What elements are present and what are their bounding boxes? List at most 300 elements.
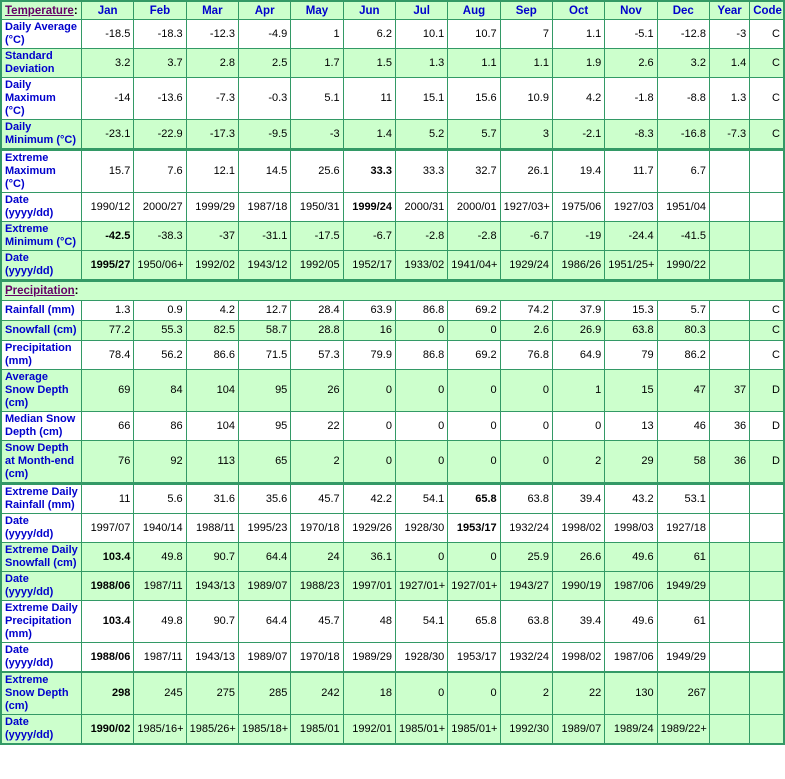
cell-value: 113 [186, 441, 238, 484]
cell-value: 1933/02 [395, 251, 447, 281]
cell-value: 1985/26+ [186, 715, 238, 745]
cell-value: -14 [82, 78, 134, 120]
cell-value: 1987/06 [605, 643, 657, 673]
table-row [1, 412, 784, 441]
cell-value: 103.4 [82, 543, 134, 572]
table-row [1, 370, 784, 412]
table-row [1, 78, 784, 120]
cell-value: 0.9 [134, 301, 186, 321]
cell-value: 130 [605, 672, 657, 715]
cell-value: 33.3 [395, 150, 447, 193]
cell-value: 11 [82, 484, 134, 514]
cell-value: 15.7 [82, 150, 134, 193]
cell-value: 84 [134, 370, 186, 412]
month-header-sep: Sep [500, 1, 552, 20]
cell-value: 26.1 [500, 150, 552, 193]
cell-value: 39.4 [552, 484, 604, 514]
cell-value: -2.8 [395, 222, 447, 251]
cell-value: 1992/01 [343, 715, 395, 745]
cell-value: 1989/07 [552, 715, 604, 745]
cell-value: 49.6 [605, 543, 657, 572]
cell-value: -3 [291, 120, 343, 150]
year-value: -3 [709, 20, 749, 49]
cell-value: 1932/24 [500, 514, 552, 543]
cell-value: 14.5 [238, 150, 290, 193]
cell-value: 7.6 [134, 150, 186, 193]
cell-value: -7.3 [186, 78, 238, 120]
cell-value: 1988/06 [82, 572, 134, 601]
row-label: Snow Depth at Month-end (cm) [1, 441, 82, 484]
cell-value: -24.4 [605, 222, 657, 251]
cell-value: 267 [657, 672, 709, 715]
cell-value: 13 [605, 412, 657, 441]
cell-value: 28.8 [291, 321, 343, 341]
precipitation-link[interactable]: Precipitation [5, 285, 75, 297]
row-label: Daily Minimum (°C) [1, 120, 82, 150]
cell-value: 1987/18 [238, 193, 290, 222]
table-row [1, 572, 784, 601]
row-label: Average Snow Depth (cm) [1, 370, 82, 412]
cell-value: 1.7 [291, 49, 343, 78]
cell-value: 0 [395, 412, 447, 441]
code-value [750, 222, 784, 251]
cell-value: 48 [343, 601, 395, 643]
cell-value: 69 [82, 370, 134, 412]
year-value [709, 643, 749, 673]
cell-value: 24 [291, 543, 343, 572]
code-value: C [750, 321, 784, 341]
cell-value: -19 [552, 222, 604, 251]
cell-value: 0 [448, 412, 500, 441]
cell-value: 103.4 [82, 601, 134, 643]
cell-value: -13.6 [134, 78, 186, 120]
cell-value: 64.4 [238, 601, 290, 643]
table-row [1, 441, 784, 484]
month-header-mar: Mar [186, 1, 238, 20]
code-value: C [750, 120, 784, 150]
cell-value: -1.8 [605, 78, 657, 120]
table-row [1, 150, 784, 193]
year-value: 36 [709, 412, 749, 441]
cell-value: 1992/05 [291, 251, 343, 281]
cell-value: 95 [238, 370, 290, 412]
precipitation-header-cell [1, 281, 784, 301]
cell-value: 1927/03 [605, 193, 657, 222]
cell-value: 1 [291, 20, 343, 49]
cell-value: 64.4 [238, 543, 290, 572]
month-header-apr: Apr [238, 1, 290, 20]
cell-value: 1943/12 [238, 251, 290, 281]
cell-value: 15.6 [448, 78, 500, 120]
cell-value: 1.1 [552, 20, 604, 49]
table-row [1, 193, 784, 222]
cell-value: 242 [291, 672, 343, 715]
table-row [1, 715, 784, 745]
cell-value: -6.7 [343, 222, 395, 251]
cell-value: 7 [500, 20, 552, 49]
cell-value: -16.8 [657, 120, 709, 150]
cell-value: 2000/31 [395, 193, 447, 222]
month-header-nov: Nov [605, 1, 657, 20]
cell-value: 79 [605, 341, 657, 370]
cell-value: 69.2 [448, 341, 500, 370]
cell-value: 1.5 [343, 49, 395, 78]
cell-value: 54.1 [395, 484, 447, 514]
year-value [709, 150, 749, 193]
cell-value: 82.5 [186, 321, 238, 341]
cell-value: 47 [657, 370, 709, 412]
year-value [709, 715, 749, 745]
code-value [750, 543, 784, 572]
cell-value: 1929/26 [343, 514, 395, 543]
cell-value: 2 [552, 441, 604, 484]
cell-value: 1988/06 [82, 643, 134, 673]
cell-value: 32.7 [448, 150, 500, 193]
cell-value: 0 [343, 441, 395, 484]
cell-value: 4.2 [186, 301, 238, 321]
cell-value: 1943/27 [500, 572, 552, 601]
cell-value: -17.5 [291, 222, 343, 251]
month-header-oct: Oct [552, 1, 604, 20]
cell-value: 86.2 [657, 341, 709, 370]
month-header-jul: Jul [395, 1, 447, 20]
cell-value: 1990/02 [82, 715, 134, 745]
cell-value: 86.6 [186, 341, 238, 370]
cell-value: 0 [395, 370, 447, 412]
cell-value: 12.7 [238, 301, 290, 321]
month-header-dec: Dec [657, 1, 709, 20]
cell-value: -6.7 [500, 222, 552, 251]
row-label: Extreme Daily Rainfall (mm) [1, 484, 82, 514]
cell-value: 1990/22 [657, 251, 709, 281]
cell-value: 2000/27 [134, 193, 186, 222]
cell-value: 1985/01 [291, 715, 343, 745]
year-header: Year [709, 1, 749, 20]
code-value: C [750, 49, 784, 78]
table-row [1, 601, 784, 643]
code-value: C [750, 78, 784, 120]
code-value [750, 150, 784, 193]
code-value [750, 601, 784, 643]
cell-value: 1992/02 [186, 251, 238, 281]
code-value [750, 572, 784, 601]
row-label: Rainfall (mm) [1, 301, 82, 321]
table-row [1, 222, 784, 251]
year-value [709, 514, 749, 543]
cell-value: 0 [343, 412, 395, 441]
cell-value: 1949/29 [657, 572, 709, 601]
cell-value: -8.3 [605, 120, 657, 150]
cell-value: 37.9 [552, 301, 604, 321]
row-label: Date (yyyy/dd) [1, 643, 82, 673]
column-header-row [1, 1, 784, 20]
code-value: C [750, 341, 784, 370]
table-row [1, 643, 784, 673]
cell-value: 1928/30 [395, 643, 447, 673]
cell-value: 245 [134, 672, 186, 715]
cell-value: 1998/02 [552, 643, 604, 673]
cell-value: 0 [448, 543, 500, 572]
cell-value: 61 [657, 543, 709, 572]
row-label: Precipitation (mm) [1, 341, 82, 370]
cell-value: 5.1 [291, 78, 343, 120]
table-row [1, 49, 784, 78]
cell-value: 11 [343, 78, 395, 120]
cell-value: 1953/17 [448, 514, 500, 543]
cell-value: 65.8 [448, 601, 500, 643]
cell-value: 1997/01 [343, 572, 395, 601]
code-value: D [750, 412, 784, 441]
cell-value: 66 [82, 412, 134, 441]
cell-value: 1998/02 [552, 514, 604, 543]
year-value [709, 672, 749, 715]
cell-value: 25.9 [500, 543, 552, 572]
month-header-jan: Jan [82, 1, 134, 20]
cell-value: 3.2 [657, 49, 709, 78]
cell-value: 31.6 [186, 484, 238, 514]
cell-value: 0 [395, 543, 447, 572]
cell-value: 1987/11 [134, 572, 186, 601]
cell-value: 1999/24 [343, 193, 395, 222]
row-label: Snowfall (cm) [1, 321, 82, 341]
cell-value: -2.1 [552, 120, 604, 150]
cell-value: -0.3 [238, 78, 290, 120]
cell-value: -12.3 [186, 20, 238, 49]
cell-value: 104 [186, 412, 238, 441]
code-value: D [750, 370, 784, 412]
temperature-link[interactable]: Temperature [5, 4, 74, 17]
cell-value: 1992/30 [500, 715, 552, 745]
cell-value: 0 [448, 370, 500, 412]
cell-value: 2 [291, 441, 343, 484]
row-label: Date (yyyy/dd) [1, 715, 82, 745]
cell-value: -4.9 [238, 20, 290, 49]
cell-value: 18 [343, 672, 395, 715]
cell-value: 1.3 [82, 301, 134, 321]
year-value [709, 601, 749, 643]
cell-value: 1943/13 [186, 572, 238, 601]
cell-value: 1995/27 [82, 251, 134, 281]
cell-value: 65 [238, 441, 290, 484]
cell-value: 285 [238, 672, 290, 715]
cell-value: 1.1 [448, 49, 500, 78]
cell-value: 3.2 [82, 49, 134, 78]
cell-value: 1970/18 [291, 514, 343, 543]
code-value [750, 643, 784, 673]
code-value [750, 484, 784, 514]
cell-value: 0 [500, 412, 552, 441]
cell-value: 0 [395, 672, 447, 715]
cell-value: 63.9 [343, 301, 395, 321]
cell-value: 69.2 [448, 301, 500, 321]
cell-value: 55.3 [134, 321, 186, 341]
cell-value: 86.8 [395, 341, 447, 370]
year-value [709, 193, 749, 222]
cell-value: 2 [500, 672, 552, 715]
code-value [750, 251, 784, 281]
cell-value: -17.3 [186, 120, 238, 150]
table-row [1, 341, 784, 370]
cell-value: 16 [343, 321, 395, 341]
cell-value: 1997/07 [82, 514, 134, 543]
cell-value: -2.8 [448, 222, 500, 251]
cell-value: 0 [500, 441, 552, 484]
cell-value: -9.5 [238, 120, 290, 150]
cell-value: 86 [134, 412, 186, 441]
month-header-may: May [291, 1, 343, 20]
cell-value: 1998/03 [605, 514, 657, 543]
month-header-feb: Feb [134, 1, 186, 20]
cell-value: 19.4 [552, 150, 604, 193]
cell-value: 3 [500, 120, 552, 150]
cell-value: 275 [186, 672, 238, 715]
cell-value: 53.1 [657, 484, 709, 514]
cell-value: 1970/18 [291, 643, 343, 673]
cell-value: 1927/01+ [395, 572, 447, 601]
cell-value: 76.8 [500, 341, 552, 370]
cell-value: 29 [605, 441, 657, 484]
cell-value: 1989/07 [238, 643, 290, 673]
cell-value: 22 [291, 412, 343, 441]
cell-value: 1943/13 [186, 643, 238, 673]
year-value: 36 [709, 441, 749, 484]
row-label: Median Snow Depth (cm) [1, 412, 82, 441]
year-value [709, 572, 749, 601]
cell-value: 1949/29 [657, 643, 709, 673]
cell-value: 80.3 [657, 321, 709, 341]
row-label: Date (yyyy/dd) [1, 572, 82, 601]
row-label: Extreme Maximum (°C) [1, 150, 82, 193]
cell-value: 104 [186, 370, 238, 412]
cell-value: 58.7 [238, 321, 290, 341]
cell-value: 63.8 [500, 601, 552, 643]
year-value: 1.4 [709, 49, 749, 78]
cell-value: -5.1 [605, 20, 657, 49]
cell-value: 1999/29 [186, 193, 238, 222]
year-value [709, 251, 749, 281]
cell-value: 49.8 [134, 543, 186, 572]
cell-value: 1.1 [500, 49, 552, 78]
row-label: Extreme Snow Depth (cm) [1, 672, 82, 715]
temperature-colon: : [73, 4, 78, 17]
cell-value: 49.8 [134, 601, 186, 643]
cell-value: 1989/29 [343, 643, 395, 673]
cell-value: 36.1 [343, 543, 395, 572]
code-value: C [750, 20, 784, 49]
cell-value: 1985/16+ [134, 715, 186, 745]
cell-value: 35.6 [238, 484, 290, 514]
cell-value: 0 [395, 321, 447, 341]
cell-value: 42.2 [343, 484, 395, 514]
year-value [709, 341, 749, 370]
cell-value: 1941/04+ [448, 251, 500, 281]
code-value [750, 672, 784, 715]
cell-value: 10.9 [500, 78, 552, 120]
cell-value: 6.2 [343, 20, 395, 49]
cell-value: 5.2 [395, 120, 447, 150]
cell-value: 49.6 [605, 601, 657, 643]
table-row [1, 484, 784, 514]
cell-value: 46 [657, 412, 709, 441]
cell-value: 1986/26 [552, 251, 604, 281]
cell-value: 5.7 [448, 120, 500, 150]
cell-value: 1990/12 [82, 193, 134, 222]
cell-value: 1950/31 [291, 193, 343, 222]
cell-value: 1988/11 [186, 514, 238, 543]
cell-value: 43.2 [605, 484, 657, 514]
cell-value: 45.7 [291, 484, 343, 514]
cell-value: 11.7 [605, 150, 657, 193]
code-value [750, 715, 784, 745]
row-label: Extreme Daily Snowfall (cm) [1, 543, 82, 572]
year-value [709, 222, 749, 251]
year-value: 37 [709, 370, 749, 412]
cell-value: 0 [448, 441, 500, 484]
month-header-jun: Jun [343, 1, 395, 20]
table-row [1, 321, 784, 341]
row-label: Extreme Daily Precipitation (mm) [1, 601, 82, 643]
cell-value: -12.8 [657, 20, 709, 49]
row-label: Date (yyyy/dd) [1, 514, 82, 543]
year-value: 1.3 [709, 78, 749, 120]
cell-value: 95 [238, 412, 290, 441]
cell-value: 26.6 [552, 543, 604, 572]
section-header-row [1, 281, 784, 301]
cell-value: 63.8 [500, 484, 552, 514]
row-label: Date (yyyy/dd) [1, 193, 82, 222]
cell-value: 1985/01+ [448, 715, 500, 745]
cell-value: -38.3 [134, 222, 186, 251]
table-row [1, 543, 784, 572]
cell-value: 1975/06 [552, 193, 604, 222]
cell-value: 6.7 [657, 150, 709, 193]
cell-value: 4.2 [552, 78, 604, 120]
row-label: Daily Maximum (°C) [1, 78, 82, 120]
cell-value: 1953/17 [448, 643, 500, 673]
code-value [750, 514, 784, 543]
cell-value: 33.3 [343, 150, 395, 193]
year-value [709, 484, 749, 514]
cell-value: 0 [448, 321, 500, 341]
precipitation-colon: : [74, 285, 79, 297]
cell-value: 15 [605, 370, 657, 412]
cell-value: 39.4 [552, 601, 604, 643]
cell-value: 1 [552, 370, 604, 412]
cell-value: 15.3 [605, 301, 657, 321]
cell-value: 86.8 [395, 301, 447, 321]
cell-value: 74.2 [500, 301, 552, 321]
cell-value: -18.3 [134, 20, 186, 49]
cell-value: 0 [448, 672, 500, 715]
cell-value: 54.1 [395, 601, 447, 643]
cell-value: 10.1 [395, 20, 447, 49]
cell-value: 1989/22+ [657, 715, 709, 745]
cell-value: 0 [500, 370, 552, 412]
cell-value: 10.7 [448, 20, 500, 49]
cell-value: 90.7 [186, 601, 238, 643]
cell-value: 71.5 [238, 341, 290, 370]
cell-value: 76 [82, 441, 134, 484]
cell-value: 1.4 [343, 120, 395, 150]
cell-value: -8.8 [657, 78, 709, 120]
year-value [709, 301, 749, 321]
cell-value: 1.9 [552, 49, 604, 78]
cell-value: 22 [552, 672, 604, 715]
cell-value: 5.6 [134, 484, 186, 514]
row-label: Daily Average (°C) [1, 20, 82, 49]
cell-value: 57.3 [291, 341, 343, 370]
year-value: -7.3 [709, 120, 749, 150]
